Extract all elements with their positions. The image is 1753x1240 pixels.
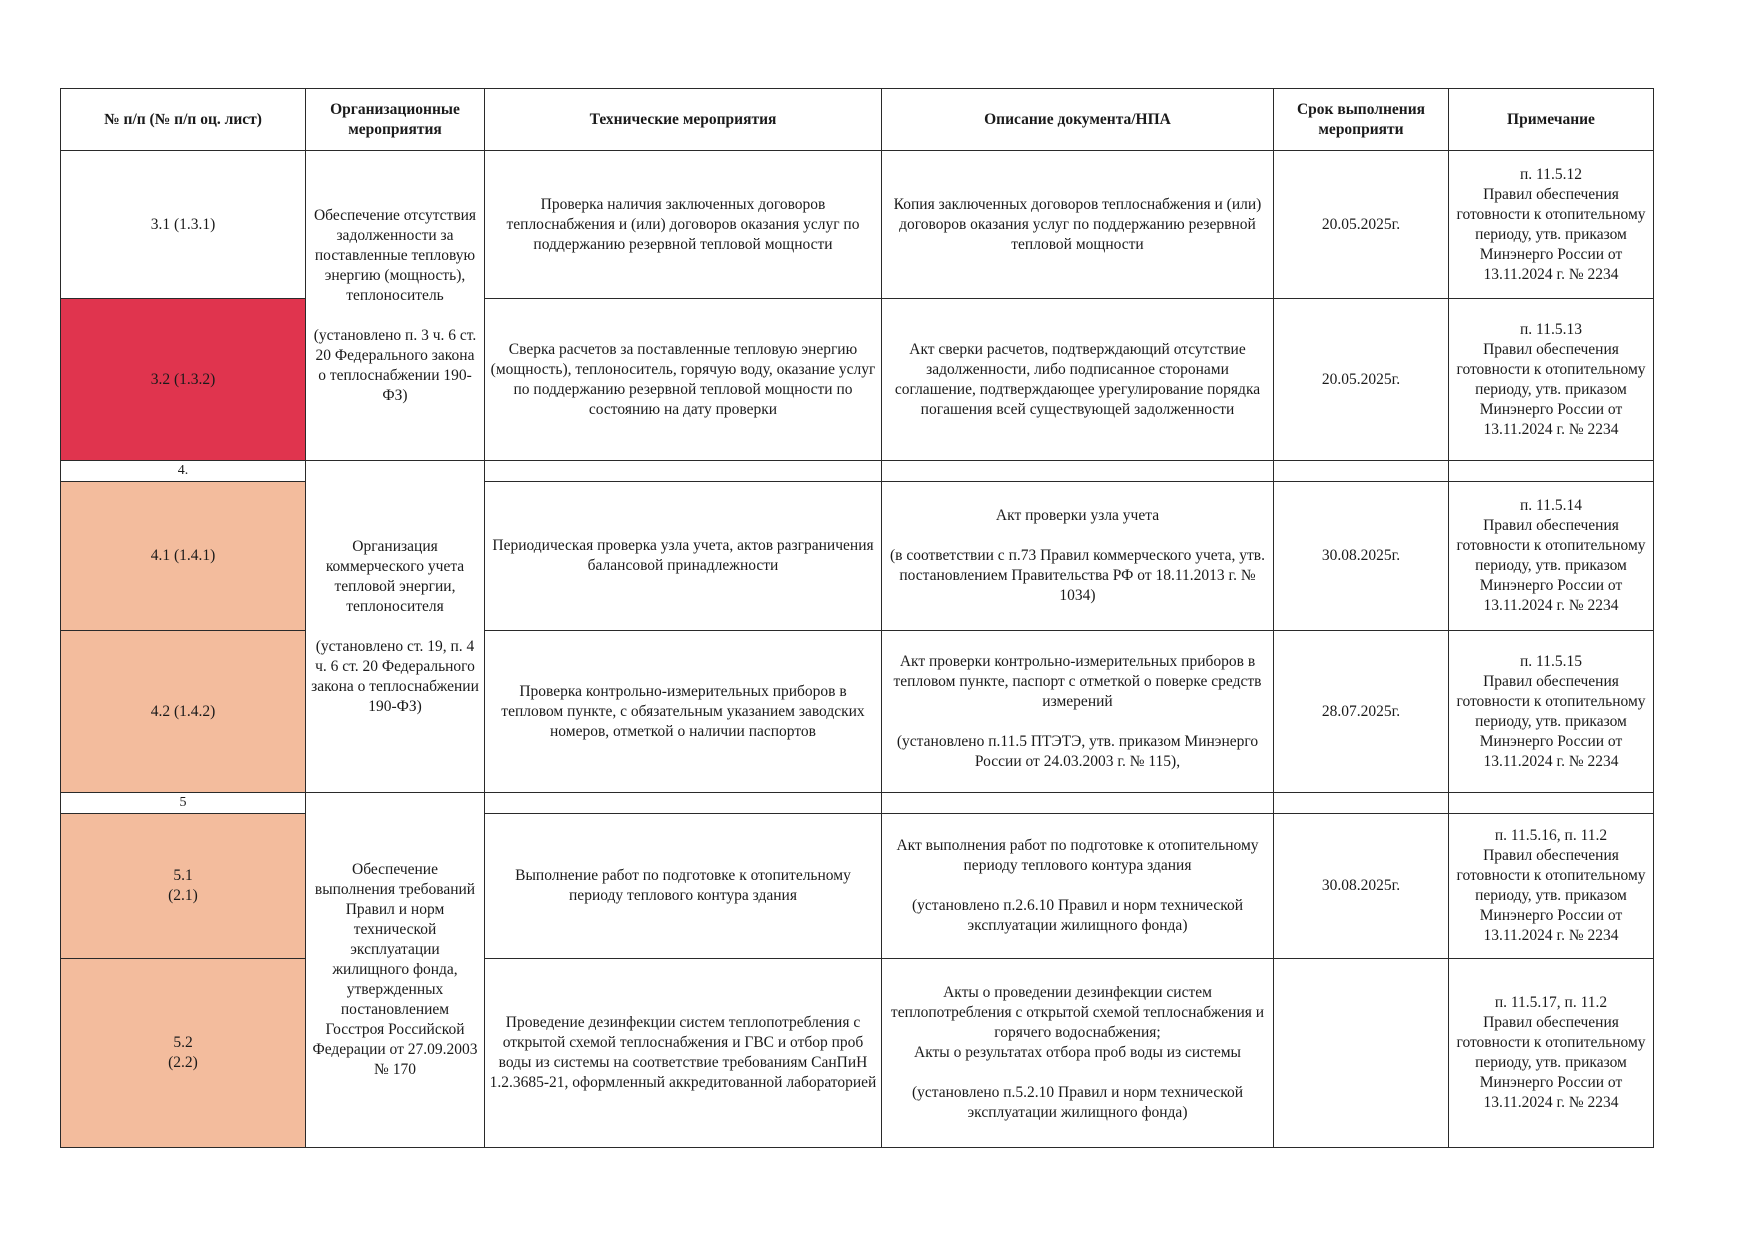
note-ref-5-2: п. 11.5.17, п. 11.2 <box>1494 994 1608 1011</box>
note-text-5-2: Правил обеспечения готовности к отопительному периоду, утв. приказом Минэнерго России от 13.11.2024 г. № 2234 <box>1456 1014 1646 1111</box>
header-doc: Описание документа/НПА <box>881 88 1274 151</box>
document-5-1-basis: (установлено п.2.6.10 Правил и норм технической эксплуатации жилищного фонда) <box>911 897 1244 934</box>
gap-note-4 <box>1448 460 1654 482</box>
deadline-4-1: 30.08.2025г. <box>1273 481 1449 631</box>
note-text-4-1: Правил обеспечения готовности к отопительному периоду, утв. приказом Минэнерго России от 13.11.2024 г. № 2234 <box>1456 517 1646 614</box>
gap-term-4 <box>1273 460 1449 482</box>
row-number-5-2-main: 5.2 <box>173 1034 193 1051</box>
header-org: Организационные мероприятия <box>305 88 485 151</box>
document-4-2 <box>881 630 1274 793</box>
deadline-3-2: 20.05.2025г. <box>1273 298 1449 461</box>
org-measure-3 <box>305 150 485 461</box>
note-text-3-1: Правил обеспечения готовности к отопительному периоду, утв. приказом Минэнерго России от 13.11.2024 г. № 2234 <box>1456 185 1646 283</box>
note-text-5-1: Правил обеспечения готовности к отопительному периоду, утв. приказом Минэнерго России от 13.11.2024 г. № 2234 <box>1456 847 1646 944</box>
row-number-5-1-sub: (2.1) <box>168 887 198 904</box>
org-measure-4-text: Организация коммерческого учета тепловой энергии, теплоносителя <box>325 537 465 615</box>
row-number-4-1: 4.1 (1.4.1) <box>60 481 306 631</box>
note-ref-4-1: п. 11.5.14 <box>1520 497 1582 514</box>
row-number-5-1 <box>60 813 306 959</box>
document-5-1 <box>881 813 1274 959</box>
row-number-3-1: 3.1 (1.3.1) <box>60 150 306 299</box>
document-5-1-text: Акт выполнения работ по подготовке к отопительному периоду теплового контура здания <box>896 837 1259 874</box>
note-4-2 <box>1448 630 1654 793</box>
org-measure-4-basis: (установлено ст. 19, п. 4 ч. 6 ст. 20 Федерального закона о теплоснабжении 190-ФЗ) <box>311 637 479 715</box>
tech-measure-5-1: Выполнение работ по подготовке к отопительному периоду теплового контура здания <box>484 813 882 959</box>
document-5-2-text: Акты о проведении дезинфекции систем теплопотребления с открытой схемой теплоснабжения и горячего водоснабжения; <box>890 984 1265 1041</box>
header-num: № п/п (№ п/п оц. лист) <box>60 88 306 151</box>
document-4-2-text: Акт проверки контрольно-измерительных приборов в тепловом пункте, паспорт с отметкой о поверке средств измерений <box>893 652 1262 710</box>
tech-measure-3-1: Проверка наличия заключенных договоров теплоснабжения и (или) договоров оказания услуг по поддержанию резервной тепловой мощности <box>484 150 882 299</box>
section-number-5: 5 <box>60 792 306 814</box>
note-ref-3-2: п. 11.5.13 <box>1520 320 1582 338</box>
row-number-5-2 <box>60 958 306 1148</box>
gap-doc-4 <box>881 460 1274 482</box>
document-4-1-text: Акт проверки узла учета <box>995 507 1160 524</box>
row-number-3-2: 3.2 (1.3.2) <box>60 298 306 461</box>
note-ref-5-1: п. 11.5.16, п. 11.2 <box>1494 827 1608 844</box>
document-3-1: Копия заключенных договоров теплоснабжения и (или) договоров оказания услуг по поддержанию резервной тепловой мощности <box>881 150 1274 299</box>
deadline-3-1: 20.05.2025г. <box>1273 150 1449 299</box>
deadline-5-2 <box>1273 958 1449 1148</box>
org-measure-3-basis: (установлено п. 3 ч. 6 ст. 20 Федерального закона о теплоснабжении 190-ФЗ) <box>313 326 477 404</box>
header-tech: Технические мероприятия <box>484 88 882 151</box>
note-text-3-2: Правил обеспечения готовности к отопительному периоду, утв. приказом Минэнерго России от 13.11.2024 г. № 2234 <box>1456 340 1646 438</box>
row-number-5-1-main: 5.1 <box>173 867 193 884</box>
note-5-2 <box>1448 958 1654 1148</box>
gap-tech-5 <box>484 792 882 814</box>
org-measure-5: Обеспечение выполнения требований Правил и норм технической эксплуатации жилищного фонда, утвержденных постановлением Госстроя Российской Федерации от 27.09.2003 № 170 <box>305 792 485 1148</box>
note-text-4-2: Правил обеспечения готовности к отопительному периоду, утв. приказом Минэнерго России от 13.11.2024 г. № 2234 <box>1456 672 1646 770</box>
row-number-5-2-sub: (2.2) <box>168 1054 198 1071</box>
note-3-2 <box>1448 298 1654 461</box>
section-number-4: 4. <box>60 460 306 482</box>
document-5-2 <box>881 958 1274 1148</box>
document-4-1-basis: (в соответствии с п.73 Правил коммерческого учета, утв. постановлением Правительства РФ от 18.11.2013 г. № 1034) <box>890 547 1265 604</box>
note-5-1 <box>1448 813 1654 959</box>
tech-measure-4-1: Периодическая проверка узла учета, актов разграничения балансовой принадлежности <box>484 481 882 631</box>
note-ref-4-2: п. 11.5.15 <box>1520 652 1582 670</box>
tech-measure-3-2: Сверка расчетов за поставленные тепловую энергию (мощность), теплоноситель, горячую воду, оказание услуг по поддержанию резервной тепловой мощности по состоянию на дату проверки <box>484 298 882 461</box>
tech-measure-4-2: Проверка контрольно-измерительных приборов в тепловом пункте, с обязательным указанием заводских номеров, отметкой о наличии паспортов <box>484 630 882 793</box>
deadline-5-1: 30.08.2025г. <box>1273 813 1449 959</box>
gap-tech-4 <box>484 460 882 482</box>
gap-doc-5 <box>881 792 1274 814</box>
note-ref-3-1: п. 11.5.12 <box>1520 165 1582 183</box>
gap-note-5 <box>1448 792 1654 814</box>
document-4-2-basis: (установлено п.11.5 ПТЭТЭ, утв. приказом Минэнерго России от 24.03.2003 г. № 115), <box>896 732 1259 770</box>
tech-measure-5-2: Проведение дезинфекции систем теплопотребления с открытой схемой теплоснабжения и ГВС и отбор проб воды из системы на соответствие требованиям СанПиН 1.2.3685-21, оформленный аккредитованной лабораторией <box>484 958 882 1148</box>
document-5-2-basis: (установлено п.5.2.10 Правил и норм технической эксплуатации жилищного фонда) <box>911 1084 1244 1121</box>
note-3-1 <box>1448 150 1654 299</box>
org-measure-3-text: Обеспечение отсутствия задолженности за поставленные тепловую энергию (мощность), теплоноситель <box>313 206 477 304</box>
document-5-2-extra: Акты о результатах отбора проб воды из системы <box>914 1044 1241 1061</box>
document-4-1 <box>881 481 1274 631</box>
deadline-4-2: 28.07.2025г. <box>1273 630 1449 793</box>
header-term: Срок выполнения мероприяти <box>1273 88 1449 151</box>
row-number-4-2: 4.2 (1.4.2) <box>60 630 306 793</box>
gap-term-5 <box>1273 792 1449 814</box>
note-4-1 <box>1448 481 1654 631</box>
org-measure-4 <box>305 460 485 793</box>
header-note: Примечание <box>1448 88 1654 151</box>
document-3-2: Акт сверки расчетов, подтверждающий отсутствие задолженности, либо подписанное сторонами соглашение, подтверждающее урегулирование порядка погашения всей существующей задолженности <box>881 298 1274 461</box>
